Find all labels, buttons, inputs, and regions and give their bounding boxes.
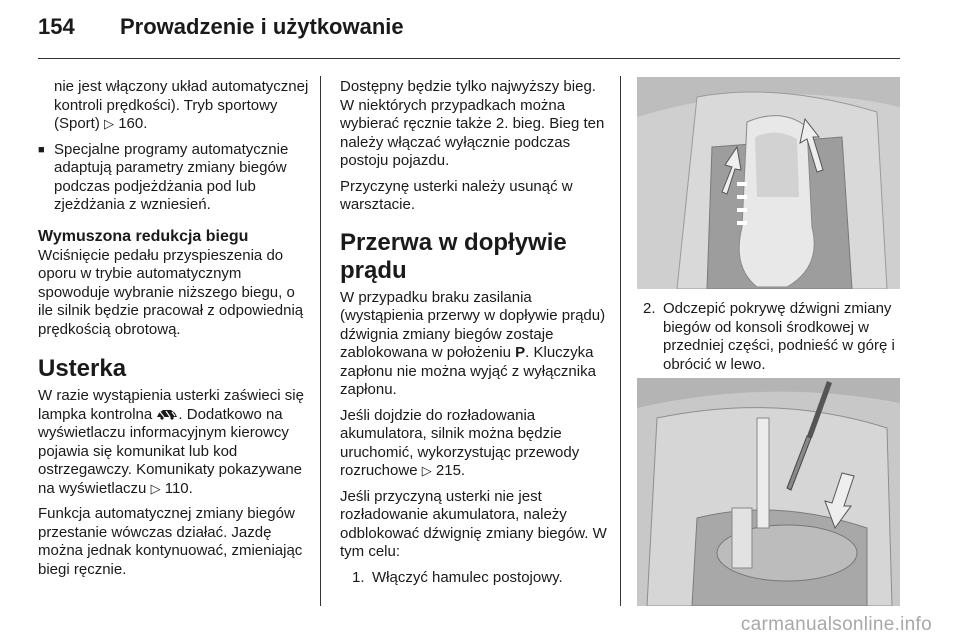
fault-paragraph-4: Przyczynę usterki należy usunąć w warsztacie. [340, 177, 573, 213]
fault-paragraph-3: Dostępny będzie tylko najwyższy bieg. W niektórych przypadkach można wybierać ręcznie także 2. bieg. Bieg ten należy włączać wyłącznie podczas postoju pojazdu. [340, 78, 605, 169]
list-item [38, 141, 310, 215]
fault-text-b: . Dodatkowo na wyświetlaczu informacyjnym kierowcy pojawia się komunikat lub kod ostrzegawczy. Komunikaty pokazywane na wyświetlaczu [38, 405, 303, 497]
right-column [637, 300, 900, 381]
gear-selector-illustration-icon [637, 77, 900, 289]
page-title: Prowadzenie i użytkowanie [120, 14, 404, 39]
bullet-text: Specjalne programy automatycznie adaptują parametry zmiany biegów podczas podjeżdżania pod lub zjeżdżania z wzniesień. [54, 140, 289, 213]
page-ref-arrow-icon: ▷ [421, 463, 432, 478]
kickdown-heading: Wymuszona redukcja biegu [38, 227, 249, 245]
power-failure-paragraph-3: Jeśli przyczyną usterki nie jest rozładowanie akumulatora, należy odblokować dźwignię zmiany biegów. W tym celu: [340, 487, 607, 560]
cover-removal-illustration-icon [637, 378, 900, 606]
figure-gear-selector [637, 77, 900, 289]
power-text-b: . Kluczyka zapłonu nie można wyjąć z wyłącznika zapłonu. [340, 344, 596, 398]
page-number: 154 [38, 14, 75, 39]
column-divider-1 [320, 76, 321, 606]
page-header [38, 14, 404, 50]
power-text-c: Jeśli dojdzie do rozładowania akumulatora, silnik można będzie uruchomić, wykorzystując przewody rozruchowe [340, 406, 580, 479]
car-warning-lamp-icon [156, 408, 178, 420]
fault-text-a: W razie wystąpienia usterki zaświeci się lampka kontrolna [38, 387, 304, 423]
fault-paragraph-2: Funkcja automatycznej zmiany biegów przestanie wówczas działać. Jazdę można jednak kontynuować, zmieniając biegi ręcznie. [38, 505, 303, 578]
page-ref-160[interactable]: 160. [118, 115, 148, 132]
page-ref-arrow-icon: ▷ [150, 480, 161, 496]
step-2-text: Odczepić pokrywę dźwigni zmiany biegów od konsoli środkowej w przedniej części, podnieść w górę i obrócić w lewo. [663, 300, 895, 373]
fault-paragraph-1 [38, 387, 310, 498]
header-rule [38, 58, 900, 59]
power-failure-heading: Przerwa w dopływie prądu [340, 228, 567, 284]
page-ref-215[interactable]: 215. [435, 462, 466, 479]
power-failure-paragraph-1 [340, 289, 612, 400]
fault-heading: Usterka [38, 355, 127, 382]
kickdown-text: Wciśnięcie pedału przyspieszenia do oporu w trybie automatycznym spowoduje wybranie niższego biegu, o ile silnik będzie pracował z odpowiednią prędkością obrotową. [38, 246, 304, 338]
bullet-square-icon: ■ [38, 143, 45, 156]
left-column [38, 78, 310, 586]
step-1-number: 1. [352, 568, 365, 586]
page-ref-arrow-icon: ▷ [104, 116, 115, 131]
watermark: carmanualsonline.info [740, 614, 932, 635]
step-1 [340, 569, 612, 588]
step-1-text: Włączyć hamulec postojowy. [372, 568, 563, 586]
power-text-a: W przypadku braku zasilania (wystąpienia przerwy w dopływie prądu) dźwignia zmiany biegów zostaje zablokowana w położeniu [340, 288, 606, 361]
gear-position-p: P [515, 344, 526, 361]
figure-cover-removal [637, 378, 900, 606]
continued-text: nie jest włączony układ automatycznej kontroli prędkości). Tryb sportowy (Sport) [54, 78, 309, 132]
middle-column [340, 78, 612, 594]
step-2 [637, 300, 900, 374]
column-divider-2 [620, 76, 621, 606]
step-2-number: 2. [643, 300, 656, 317]
page-ref-110[interactable]: 110. [164, 479, 193, 497]
power-failure-paragraph-2 [340, 407, 612, 481]
continued-paragraph [38, 78, 310, 134]
